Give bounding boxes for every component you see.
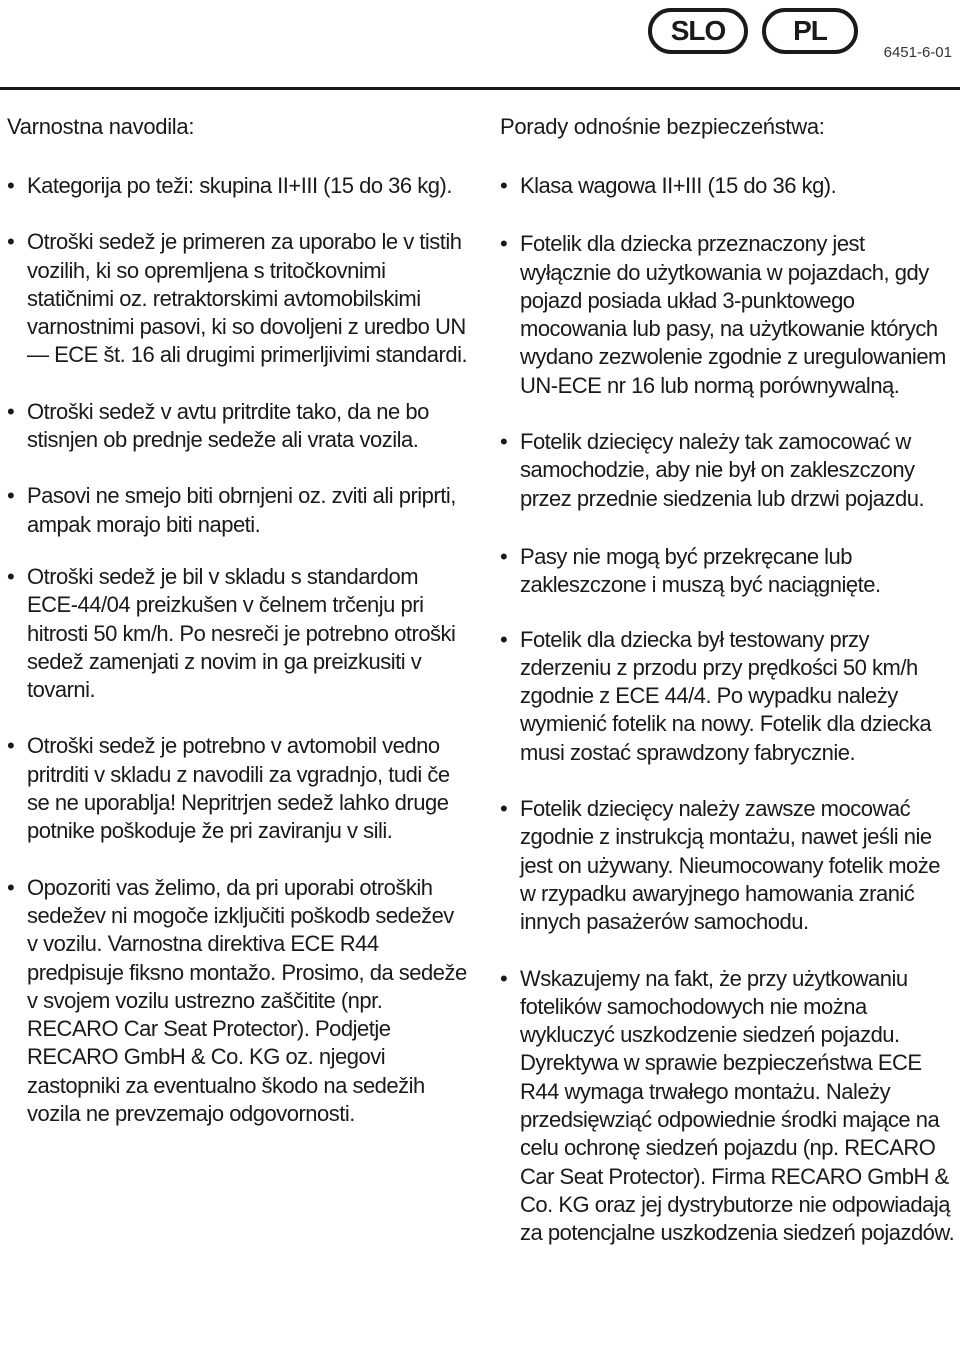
list-item-text: Fotelik dziecięcy należy zawsze mocować zgodnie z instrukcją montażu, nawet jeśli nie jest on używany. Nieumocowany fotelik może w rzypadku awaryjnego hamowania zranić innych pasażerów samochodu. bbox=[520, 796, 941, 935]
list-item-text: Otroški sedež je primeren za uporabo le v tistih vozilih, ki so opremljena s tritočkovnimi statičnimi oz. retraktorskimi avtomobilskimi varnostnimi pasovi, ki so dovoljeni z uredbo UN — ECE št. 16 ali drugimi primerljivimi standardi. bbox=[27, 229, 468, 368]
list-item-text: Klasa wagowa II+III (15 do 36 kg). bbox=[520, 173, 837, 198]
language-badge-pl: PL bbox=[762, 8, 858, 54]
list-item-text: Fotelik dla dziecka przeznaczony jest wyłącznie do użytkowania w pojazdach, gdy pojazd posiada układ 3-punktowego mocowania lub pasy, na użytkowanie których wydano zezwolenie zgodnie z uregulowaniem UN-ECE nr 16 lub normą porównywalną. bbox=[520, 231, 946, 398]
bullet-icon: • bbox=[500, 796, 508, 822]
list-item bbox=[7, 228, 469, 369]
list-item bbox=[7, 563, 469, 704]
section-heading-slovenian: Varnostna navodila: bbox=[7, 114, 195, 139]
language-badge-slo: SLO bbox=[648, 8, 748, 54]
page-header bbox=[0, 0, 960, 92]
list-item bbox=[500, 965, 958, 1248]
list-item bbox=[7, 482, 469, 539]
list-item-text: Wskazujemy na fakt, że przy użytkowaniu fotelików samochodowych nie można wykluczyć uszkodzenie siedzeń pojazdu. Dyrektywa w sprawie bezpieczeństwa ECE R44 wymaga trwałego montażu. Należy przedsięwziąć odpowiednie środki mające na celu ochronę siedzeń pojazdu (np. RECARO Car Seat Protector). Firma RECARO GmbH & Co. KG oraz jej dystrybutorze nie odpowiadają za potencjalne uszkodzenia siedzeń pojazdów. bbox=[520, 965, 955, 1246]
bullet-icon: • bbox=[500, 965, 508, 991]
list-item-text: Otroški sedež v avtu pritrdite tako, da ne bo stisnjen ob prednje sedeže ali vrata vozila. bbox=[27, 398, 429, 453]
bullet-icon: • bbox=[7, 173, 15, 198]
list-item bbox=[7, 874, 469, 1129]
list-item bbox=[500, 626, 958, 767]
bullet-icon: • bbox=[500, 626, 508, 652]
bullet-icon: • bbox=[500, 231, 508, 257]
bullet-icon: • bbox=[7, 733, 15, 759]
list-item-text: Kategorija po teži: skupina II+III (15 do 36 kg). bbox=[27, 173, 452, 198]
safety-list-polish bbox=[500, 172, 958, 1248]
bullet-icon: • bbox=[500, 173, 508, 198]
bullet-icon: • bbox=[500, 429, 508, 455]
list-item bbox=[7, 398, 469, 455]
list-item bbox=[500, 230, 958, 400]
list-item-text: Fotelik dziecięcy należy tak zamocować w samochodzie, aby nie był on zakleszczony przez przednie siedzenia lub drzwi pojazdu. bbox=[520, 429, 925, 511]
column-slovenian bbox=[7, 112, 469, 1128]
list-item bbox=[500, 543, 958, 600]
list-item bbox=[500, 172, 958, 200]
document-code: 6451-6-01 bbox=[883, 44, 952, 61]
list-item-text: Pasy nie mogą być przekręcane lub zakleszczone i muszą być naciągnięte. bbox=[520, 543, 881, 598]
bullet-icon: • bbox=[7, 563, 15, 589]
list-item bbox=[500, 795, 958, 936]
list-item-text: Otroški sedež je potrebno v avtomobil vedno pritrditi v skladu z navodili za vgradnjo, tudi če se ne uporablja! Nepritrjen sedež lahko druge potnike poškoduje že pri zaviranju v sili. bbox=[27, 733, 450, 844]
bullet-icon: • bbox=[7, 874, 15, 900]
list-item bbox=[7, 172, 469, 200]
header-divider bbox=[0, 87, 960, 90]
list-item bbox=[7, 732, 469, 845]
bullet-icon: • bbox=[500, 543, 508, 569]
bullet-icon: • bbox=[7, 483, 15, 509]
bullet-icon: • bbox=[7, 398, 15, 424]
list-item-text: Pasovi ne smejo biti obrnjeni oz. zviti ali priprti, ampak morajo biti napeti. bbox=[27, 483, 456, 537]
list-item-text: Opozoriti vas želimo, da pri uporabi otroških sedežev ni mogoče izključiti poškodb sedežev v vozilu. Varnostna direktiva ECE R44 predpisuje fiksno montažo. Prosimo, da sedeže v svojem vozilu ustrezno zaščitite (npr. RECARO Car Seat Protector). Podjetje RECARO GmbH & Co. KG oz. njegovi zastopniki za eventualno škodo na sedežih vozila ne prevzemajo odgovornosti. bbox=[27, 874, 467, 1127]
safety-list-slovenian bbox=[7, 172, 469, 1128]
list-item bbox=[500, 428, 958, 513]
bullet-icon: • bbox=[7, 229, 15, 255]
list-item-text: Fotelik dla dziecka był testowany przy zderzeniu z przodu przy prędkości 50 km/h zgodnie z ECE 44/4. Po wypadku należy wymienić fotelik na nowy. Fotelik dla dziecka musi zostać sprawdzony fabrycznie. bbox=[520, 626, 932, 765]
section-heading-polish: Porady odnośnie bezpieczeństwa: bbox=[500, 114, 825, 139]
column-polish bbox=[500, 112, 958, 1248]
list-item-text: Otroški sedež je bil v skladu s standardom ECE-44/04 preizkušen v čelnem trčenju pri hitrosti 50 km/h. Po nesreči je potrebno otroški sedež zamenjati z novim in ga preizkusiti v tovarni. bbox=[27, 563, 456, 703]
